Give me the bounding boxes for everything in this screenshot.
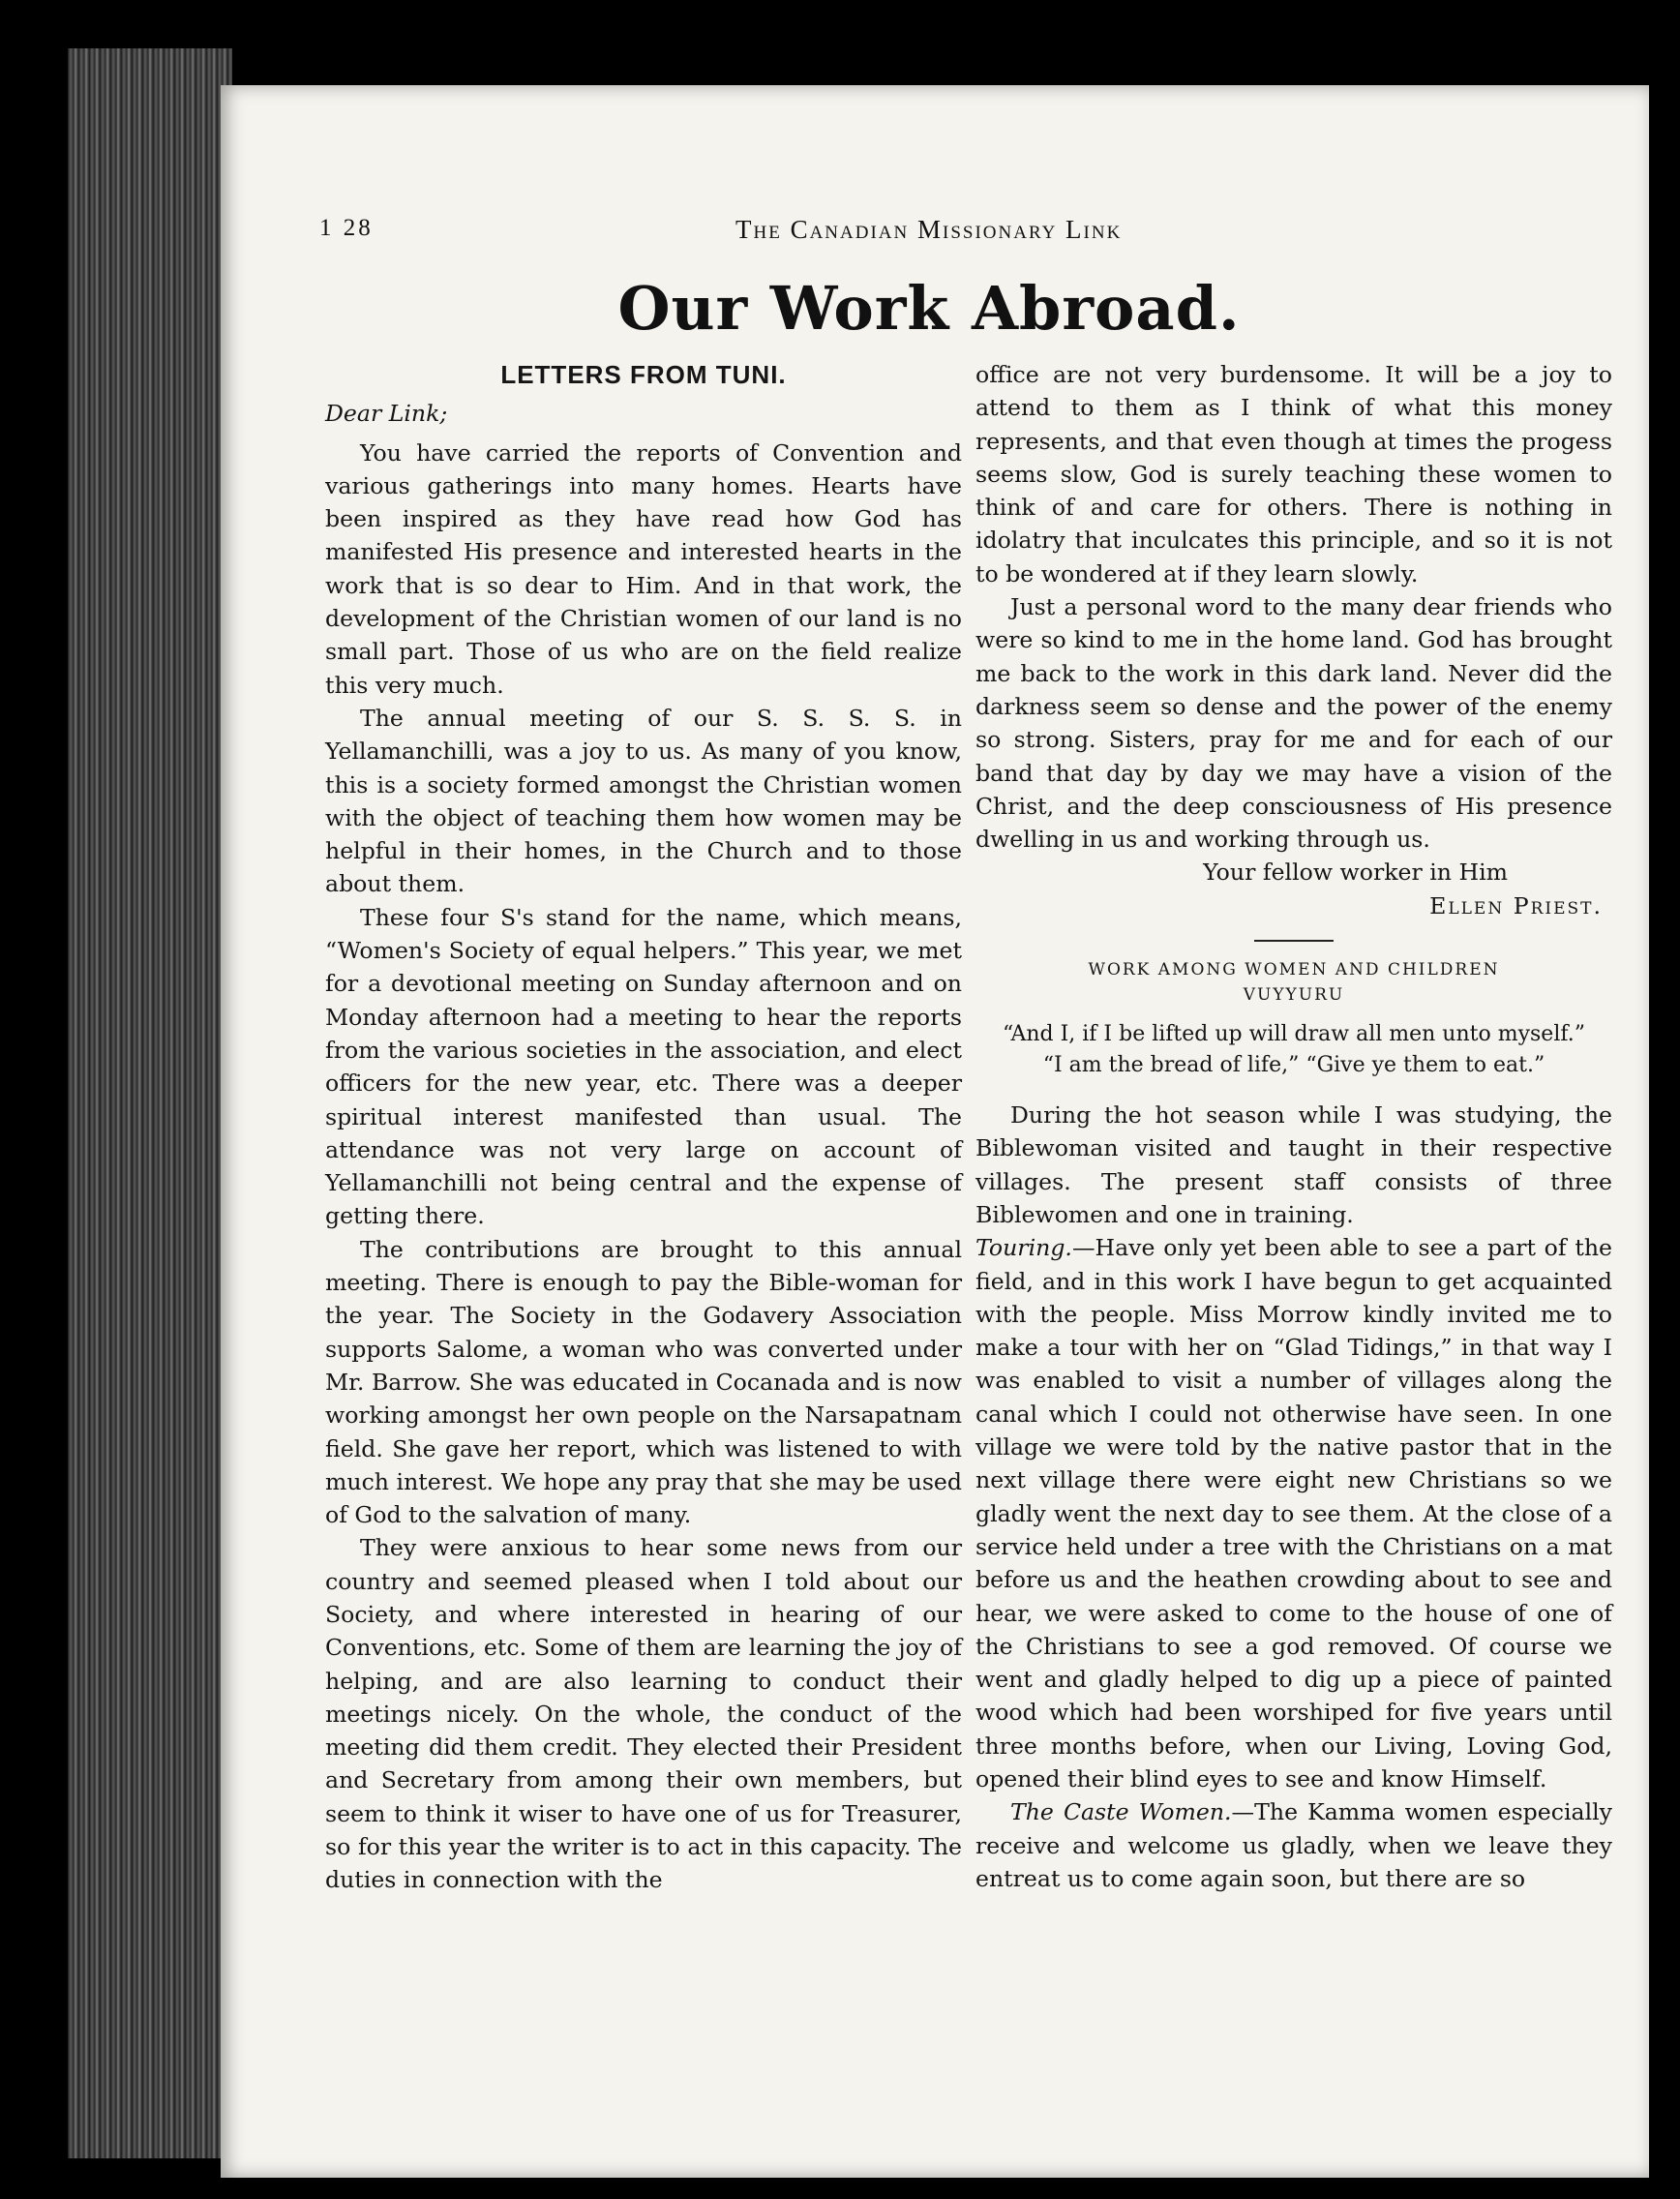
letters-paragraph: The contributions are brought to this annual meeting. There is enough to pay the Bible-woman for the year. The Society in the Godavery Association supports Salome, a woman who was converted under Mr. Barrow. She was educated in Cocanada and is now working amongst her own people on the Narsapatnam field. She gave her report, which was listened to with much interest. We hope any pray that she may be used of God to the salvation of many. <box>325 1235 962 1529</box>
caste-label: The Caste Women. <box>1010 1798 1232 1826</box>
caste-paragraph <box>975 1795 1612 1895</box>
book-page-edges <box>68 48 232 2158</box>
right-column <box>975 358 1612 1895</box>
letters-paragraph: You have carried the reports of Convention and various gatherings into many homes. Hearts have been inspired as they have read how God has manifested His presence and interested hearts in the work that is so dear to Him. And in that work, the development of the Christian women of our land is no small part. Those of us who are on the field realize this very much. <box>325 438 962 699</box>
page-title: Our Work Abroad. <box>617 273 1241 344</box>
touring-text: —Have only yet been able to see a part of the field, and in this work I have begun to get acquainted with the people. Miss Morrow kindly invited me to make a tour with her on “Glad Tidings,” in that way I was enabled to visit a number of villages along the canal which I could not otherwise have seen. In one village we were told by the native pastor that in the next village there were eight new Christians so we gladly went the next day to see them. At the close of a service held under a tree with the Christians on a mat before us and the heathen crowding about to see and hear, we were asked to come to the house of one of the Christians to see a god removed. Of course we went and gladly helped to dig up a piece of painted wood which had been worshiped for five years until three months before, when our Living, Loving God, opened their blind eyes to see and know Himself. <box>975 1234 1612 1792</box>
running-header <box>319 215 1593 254</box>
signature: Ellen Priest. <box>1429 891 1603 919</box>
letters-continued: office are not very burdensome. It will be a joy to attend to them as I think of what this money represents, and that even though at times the progess seems slow, God is surely teaching these women to think of and care for others. There is nothing in idolatry that inculcates this principle, and so it is not to be wondered at if they learn slowly. <box>975 361 1612 587</box>
caste-text: —The Kamma women especially receive and welcome us gladly, when we leave they entreat us to come again soon, but there are so <box>975 1798 1612 1892</box>
work-location: VUYYURU <box>1243 985 1345 1006</box>
closing-paragraph: Just a personal word to the many dear friends who were so kind to me in the home land. God has brought me back to the work in this dark land. Never did the darkness seem so dense and the power of the enemy so strong. Sisters, pray for me and for each of our band that day by day we may have a vision of the Christ, and the deep consciousness of His presence dwelling in us and working through us. <box>975 593 1612 854</box>
work-paragraph: During the hot season while I was studying, the Biblewoman visited and taught in their respective villages. The present staff consists of three Biblewomen and one in training. <box>975 1101 1612 1228</box>
journal-title: The Canadian Missionary Link <box>735 215 1123 244</box>
letters-paragraph: They were anxious to hear some news from our country and seemed pleased when I told about our Society, and where interested in hearing of our Conventions, etc. Some of them are learning the joy of helping, and are also learning to conduct their meetings nicely. On the whole, the conduct of the meeting did them credit. They elected their President and Secretary from among their own members, but seem to think it wiser to have one of us for Treasurer, so for this year the writer is to act in this capacity. The duties in connection with the <box>325 1534 962 1894</box>
scripture-quote: “And I, if I be lifted up will draw all men unto myself.” <box>1003 1022 1585 1047</box>
salutation: Dear Link; <box>325 400 448 428</box>
touring-paragraph <box>975 1231 1612 1795</box>
scripture-quote: “I am the bread of life,” “Give ye them to eat.” <box>1042 1053 1545 1078</box>
letters-heading: LETTERS FROM TUNI. <box>500 360 787 389</box>
left-column <box>325 358 962 1897</box>
touring-label: Touring. <box>975 1234 1072 1262</box>
section-divider <box>1254 940 1334 942</box>
letters-paragraph: These four S's stand for the name, which means, “Women's Society of equal helpers.” This year, we met for a devotional meeting on Sunday afternoon and on Monday afternoon had a meeting to hear the reports from the various societies in the association, and elect officers for the new year, etc. There was a deeper spiritual interest manifested than usual. The attendance was not very large on account of Yellamanchilli not being central and the expense of getting there. <box>325 903 962 1230</box>
page-number: 1 28 <box>319 215 374 241</box>
work-heading: WORK AMONG WOMEN AND CHILDREN <box>1088 960 1500 980</box>
letters-paragraph: The annual meeting of our S. S. S. S. in Yellamanchilli, was a joy to us. As many of you know, this is a society formed amongst the Christian women with the object of teaching them how women may be helpful in their homes, in the Church and to those about them. <box>325 704 962 898</box>
sign-off: Your fellow worker in Him <box>1203 859 1508 887</box>
